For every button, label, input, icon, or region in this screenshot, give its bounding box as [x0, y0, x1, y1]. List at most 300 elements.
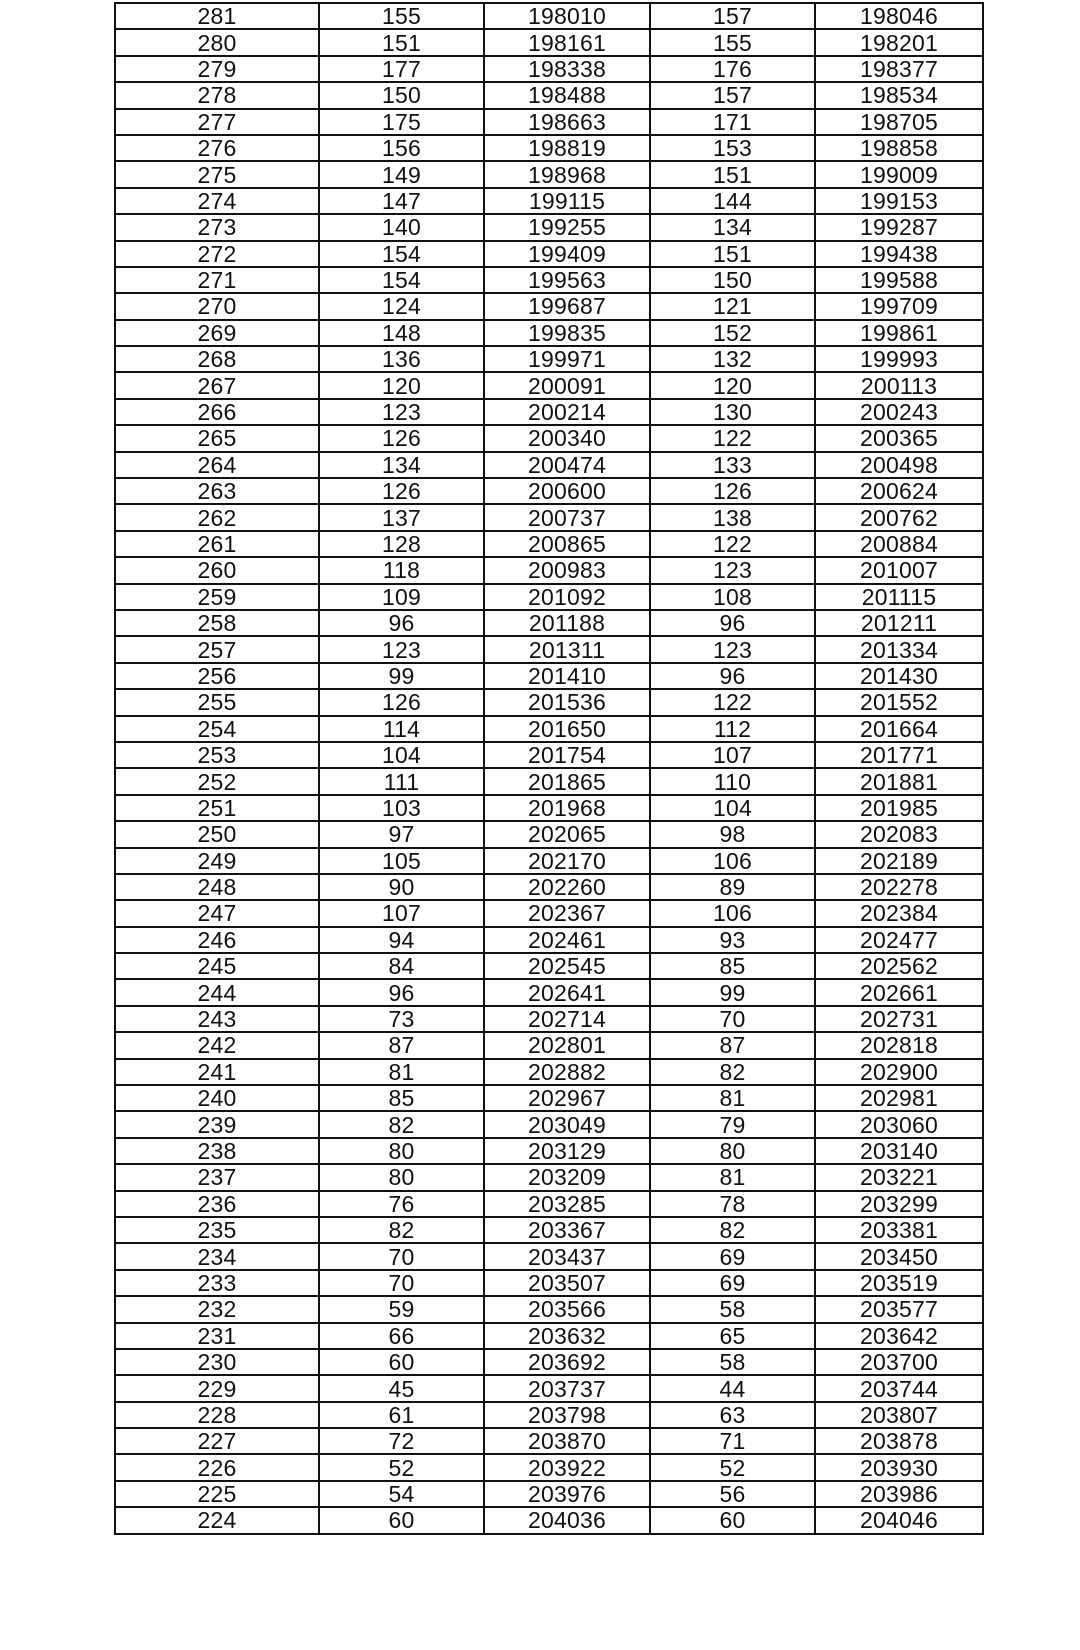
cumulative-a-cell: 201410 — [484, 663, 650, 689]
cumulative-a-cell: 200600 — [484, 478, 650, 504]
table-row — [115, 320, 983, 346]
count-b-cell: 151 — [650, 161, 815, 187]
table-row — [115, 1032, 983, 1058]
count-a-cell: 66 — [319, 1323, 484, 1349]
cumulative-b-cell: 203986 — [815, 1481, 983, 1507]
count-b-cell: 80 — [650, 1138, 815, 1164]
table-row — [115, 1270, 983, 1296]
cumulative-a-cell: 199687 — [484, 293, 650, 319]
count-b-cell: 126 — [650, 478, 815, 504]
score-cell: 251 — [115, 795, 319, 821]
table-row — [115, 346, 983, 372]
count-a-cell: 96 — [319, 979, 484, 1005]
cumulative-b-cell: 201211 — [815, 610, 983, 636]
cumulative-b-cell: 202661 — [815, 979, 983, 1005]
cumulative-a-cell: 200737 — [484, 504, 650, 530]
cumulative-a-cell: 202367 — [484, 900, 650, 926]
cumulative-a-cell: 200474 — [484, 452, 650, 478]
cumulative-b-cell: 199861 — [815, 320, 983, 346]
cumulative-b-cell: 201115 — [815, 584, 983, 610]
count-a-cell: 120 — [319, 372, 484, 398]
score-cell: 239 — [115, 1111, 319, 1137]
table-row — [115, 1507, 983, 1533]
table-row — [115, 1296, 983, 1322]
score-cell: 265 — [115, 425, 319, 451]
count-b-cell: 130 — [650, 399, 815, 425]
count-a-cell: 151 — [319, 29, 484, 55]
score-cell: 250 — [115, 821, 319, 847]
count-a-cell: 72 — [319, 1428, 484, 1454]
count-b-cell: 132 — [650, 346, 815, 372]
count-a-cell: 154 — [319, 241, 484, 267]
score-cell: 262 — [115, 504, 319, 530]
cumulative-a-cell: 199255 — [484, 214, 650, 240]
table-row — [115, 953, 983, 979]
count-a-cell: 85 — [319, 1085, 484, 1111]
table-row — [115, 452, 983, 478]
cumulative-a-cell: 203049 — [484, 1111, 650, 1137]
table-row — [115, 1191, 983, 1217]
cumulative-b-cell: 203807 — [815, 1402, 983, 1428]
cumulative-b-cell: 198201 — [815, 29, 983, 55]
count-a-cell: 60 — [319, 1507, 484, 1533]
cumulative-b-cell: 200113 — [815, 372, 983, 398]
table-row — [115, 372, 983, 398]
score-cell: 231 — [115, 1323, 319, 1349]
count-a-cell: 104 — [319, 742, 484, 768]
count-a-cell: 107 — [319, 900, 484, 926]
cumulative-a-cell: 203870 — [484, 1428, 650, 1454]
score-cell: 275 — [115, 161, 319, 187]
table-row — [115, 161, 983, 187]
score-cell: 230 — [115, 1349, 319, 1375]
cumulative-a-cell: 198968 — [484, 161, 650, 187]
cumulative-b-cell: 203299 — [815, 1191, 983, 1217]
table-row — [115, 1481, 983, 1507]
count-a-cell: 81 — [319, 1059, 484, 1085]
count-b-cell: 123 — [650, 557, 815, 583]
score-cell: 232 — [115, 1296, 319, 1322]
count-b-cell: 82 — [650, 1217, 815, 1243]
table-row — [115, 241, 983, 267]
score-cell: 240 — [115, 1085, 319, 1111]
score-cell: 237 — [115, 1164, 319, 1190]
cumulative-a-cell: 203209 — [484, 1164, 650, 1190]
cumulative-a-cell: 202065 — [484, 821, 650, 847]
count-a-cell: 126 — [319, 689, 484, 715]
count-a-cell: 54 — [319, 1481, 484, 1507]
count-b-cell: 81 — [650, 1164, 815, 1190]
cumulative-a-cell: 200865 — [484, 531, 650, 557]
cumulative-a-cell: 200091 — [484, 372, 650, 398]
count-a-cell: 137 — [319, 504, 484, 530]
count-a-cell: 140 — [319, 214, 484, 240]
count-b-cell: 151 — [650, 241, 815, 267]
score-cell: 260 — [115, 557, 319, 583]
table-row — [115, 927, 983, 953]
cumulative-b-cell: 202562 — [815, 953, 983, 979]
count-a-cell: 60 — [319, 1349, 484, 1375]
table-row — [115, 1349, 983, 1375]
count-a-cell: 70 — [319, 1270, 484, 1296]
count-a-cell: 80 — [319, 1138, 484, 1164]
count-b-cell: 87 — [650, 1032, 815, 1058]
cumulative-b-cell: 203878 — [815, 1428, 983, 1454]
score-cell: 245 — [115, 953, 319, 979]
cumulative-b-cell: 200498 — [815, 452, 983, 478]
count-a-cell: 82 — [319, 1217, 484, 1243]
table-row — [115, 188, 983, 214]
score-cell: 243 — [115, 1006, 319, 1032]
table-row — [115, 821, 983, 847]
count-b-cell: 79 — [650, 1111, 815, 1137]
table-row — [115, 636, 983, 662]
count-b-cell: 144 — [650, 188, 815, 214]
table-row — [115, 584, 983, 610]
table-row — [115, 214, 983, 240]
count-b-cell: 85 — [650, 953, 815, 979]
count-b-cell: 106 — [650, 848, 815, 874]
score-cell: 238 — [115, 1138, 319, 1164]
cumulative-b-cell: 203060 — [815, 1111, 983, 1137]
cumulative-b-cell: 201430 — [815, 663, 983, 689]
count-b-cell: 96 — [650, 663, 815, 689]
score-cell: 261 — [115, 531, 319, 557]
count-a-cell: 96 — [319, 610, 484, 636]
count-a-cell: 155 — [319, 3, 484, 29]
score-cell: 281 — [115, 3, 319, 29]
count-b-cell: 176 — [650, 56, 815, 82]
count-b-cell: 82 — [650, 1059, 815, 1085]
table-row — [115, 979, 983, 1005]
score-cell: 225 — [115, 1481, 319, 1507]
score-cell: 228 — [115, 1402, 319, 1428]
count-a-cell: 97 — [319, 821, 484, 847]
cumulative-b-cell: 199153 — [815, 188, 983, 214]
cumulative-a-cell: 201536 — [484, 689, 650, 715]
table-row — [115, 557, 983, 583]
score-cell: 233 — [115, 1270, 319, 1296]
score-cell: 273 — [115, 214, 319, 240]
count-b-cell: 112 — [650, 716, 815, 742]
count-a-cell: 105 — [319, 848, 484, 874]
table-row — [115, 874, 983, 900]
count-a-cell: 124 — [319, 293, 484, 319]
count-a-cell: 45 — [319, 1375, 484, 1401]
count-b-cell: 157 — [650, 82, 815, 108]
table-row — [115, 716, 983, 742]
count-a-cell: 123 — [319, 636, 484, 662]
count-a-cell: 76 — [319, 1191, 484, 1217]
score-cell: 236 — [115, 1191, 319, 1217]
score-cell: 264 — [115, 452, 319, 478]
count-b-cell: 63 — [650, 1402, 815, 1428]
table-row — [115, 1138, 983, 1164]
count-a-cell: 82 — [319, 1111, 484, 1137]
cumulative-b-cell: 198377 — [815, 56, 983, 82]
score-cell: 257 — [115, 636, 319, 662]
cumulative-a-cell: 203367 — [484, 1217, 650, 1243]
table-body — [115, 3, 983, 1534]
cumulative-b-cell: 200762 — [815, 504, 983, 530]
table-row — [115, 1164, 983, 1190]
count-a-cell: 70 — [319, 1243, 484, 1269]
score-cell: 256 — [115, 663, 319, 689]
table-row — [115, 1006, 983, 1032]
cumulative-b-cell: 199009 — [815, 161, 983, 187]
cumulative-a-cell: 198488 — [484, 82, 650, 108]
count-a-cell: 154 — [319, 267, 484, 293]
table-row — [115, 1059, 983, 1085]
count-a-cell: 61 — [319, 1402, 484, 1428]
cumulative-b-cell: 198046 — [815, 3, 983, 29]
score-cell: 272 — [115, 241, 319, 267]
cumulative-b-cell: 202083 — [815, 821, 983, 847]
cumulative-a-cell: 199835 — [484, 320, 650, 346]
count-a-cell: 123 — [319, 399, 484, 425]
count-b-cell: 52 — [650, 1454, 815, 1480]
cumulative-b-cell: 201771 — [815, 742, 983, 768]
table-row — [115, 109, 983, 135]
count-b-cell: 107 — [650, 742, 815, 768]
table-row — [115, 531, 983, 557]
cumulative-b-cell: 201985 — [815, 795, 983, 821]
cumulative-b-cell: 202731 — [815, 1006, 983, 1032]
table-row — [115, 795, 983, 821]
count-a-cell: 128 — [319, 531, 484, 557]
count-b-cell: 152 — [650, 320, 815, 346]
score-cell: 279 — [115, 56, 319, 82]
score-cell: 266 — [115, 399, 319, 425]
score-cell: 247 — [115, 900, 319, 926]
count-b-cell: 89 — [650, 874, 815, 900]
score-cell: 241 — [115, 1059, 319, 1085]
cumulative-a-cell: 204036 — [484, 1507, 650, 1533]
score-cell: 280 — [115, 29, 319, 55]
cumulative-a-cell: 200214 — [484, 399, 650, 425]
count-a-cell: 156 — [319, 135, 484, 161]
cumulative-a-cell: 198010 — [484, 3, 650, 29]
count-a-cell: 99 — [319, 663, 484, 689]
count-a-cell: 80 — [319, 1164, 484, 1190]
count-b-cell: 133 — [650, 452, 815, 478]
cumulative-b-cell: 203642 — [815, 1323, 983, 1349]
cumulative-b-cell: 199993 — [815, 346, 983, 372]
table-row — [115, 1111, 983, 1137]
cumulative-b-cell: 202981 — [815, 1085, 983, 1111]
score-cell: 269 — [115, 320, 319, 346]
count-b-cell: 120 — [650, 372, 815, 398]
count-b-cell: 122 — [650, 425, 815, 451]
cumulative-a-cell: 202461 — [484, 927, 650, 953]
cumulative-a-cell: 201968 — [484, 795, 650, 821]
table-row — [115, 1375, 983, 1401]
cumulative-a-cell: 203507 — [484, 1270, 650, 1296]
cumulative-a-cell: 199409 — [484, 241, 650, 267]
score-cell: 278 — [115, 82, 319, 108]
count-b-cell: 44 — [650, 1375, 815, 1401]
table-row — [115, 610, 983, 636]
count-b-cell: 78 — [650, 1191, 815, 1217]
count-b-cell: 122 — [650, 531, 815, 557]
table-row — [115, 1323, 983, 1349]
table-row — [115, 1243, 983, 1269]
cumulative-b-cell: 202384 — [815, 900, 983, 926]
table-row — [115, 1454, 983, 1480]
count-b-cell: 157 — [650, 3, 815, 29]
cumulative-a-cell: 202170 — [484, 848, 650, 874]
score-cell: 227 — [115, 1428, 319, 1454]
cumulative-a-cell: 201865 — [484, 768, 650, 794]
cumulative-a-cell: 200983 — [484, 557, 650, 583]
table-row — [115, 478, 983, 504]
count-a-cell: 150 — [319, 82, 484, 108]
count-a-cell: 111 — [319, 768, 484, 794]
count-b-cell: 69 — [650, 1243, 815, 1269]
cumulative-b-cell: 200884 — [815, 531, 983, 557]
cumulative-a-cell: 202967 — [484, 1085, 650, 1111]
score-cell: 253 — [115, 742, 319, 768]
table-row — [115, 135, 983, 161]
cumulative-b-cell: 203221 — [815, 1164, 983, 1190]
score-cell: 276 — [115, 135, 319, 161]
cumulative-b-cell: 198534 — [815, 82, 983, 108]
cumulative-a-cell: 203737 — [484, 1375, 650, 1401]
cumulative-b-cell: 203930 — [815, 1454, 983, 1480]
count-b-cell: 58 — [650, 1349, 815, 1375]
score-cell: 242 — [115, 1032, 319, 1058]
cumulative-b-cell: 203700 — [815, 1349, 983, 1375]
count-b-cell: 81 — [650, 1085, 815, 1111]
table-row — [115, 504, 983, 530]
cumulative-b-cell: 201552 — [815, 689, 983, 715]
table-row — [115, 768, 983, 794]
cumulative-b-cell: 202189 — [815, 848, 983, 874]
table-row — [115, 29, 983, 55]
count-a-cell: 177 — [319, 56, 484, 82]
count-b-cell: 108 — [650, 584, 815, 610]
count-b-cell: 70 — [650, 1006, 815, 1032]
count-a-cell: 94 — [319, 927, 484, 953]
count-a-cell: 73 — [319, 1006, 484, 1032]
table-row — [115, 3, 983, 29]
cumulative-a-cell: 202545 — [484, 953, 650, 979]
cumulative-a-cell: 202714 — [484, 1006, 650, 1032]
cumulative-a-cell: 202260 — [484, 874, 650, 900]
count-a-cell: 126 — [319, 478, 484, 504]
cumulative-a-cell: 198663 — [484, 109, 650, 135]
cumulative-a-cell: 203922 — [484, 1454, 650, 1480]
score-cell: 235 — [115, 1217, 319, 1243]
cumulative-b-cell: 199588 — [815, 267, 983, 293]
count-b-cell: 106 — [650, 900, 815, 926]
cumulative-b-cell: 200624 — [815, 478, 983, 504]
cumulative-a-cell: 202882 — [484, 1059, 650, 1085]
score-cell: 229 — [115, 1375, 319, 1401]
count-a-cell: 126 — [319, 425, 484, 451]
cumulative-a-cell: 199563 — [484, 267, 650, 293]
score-cell: 271 — [115, 267, 319, 293]
count-a-cell: 118 — [319, 557, 484, 583]
score-distribution-table — [114, 2, 984, 1535]
count-a-cell: 147 — [319, 188, 484, 214]
cumulative-a-cell: 201188 — [484, 610, 650, 636]
count-a-cell: 148 — [319, 320, 484, 346]
cumulative-b-cell: 202278 — [815, 874, 983, 900]
cumulative-a-cell: 199115 — [484, 188, 650, 214]
score-cell: 252 — [115, 768, 319, 794]
count-b-cell: 58 — [650, 1296, 815, 1322]
score-cell: 263 — [115, 478, 319, 504]
table-row — [115, 900, 983, 926]
count-a-cell: 134 — [319, 452, 484, 478]
count-b-cell: 69 — [650, 1270, 815, 1296]
count-b-cell: 155 — [650, 29, 815, 55]
score-cell: 248 — [115, 874, 319, 900]
table-row — [115, 689, 983, 715]
table-row — [115, 1402, 983, 1428]
score-cell: 255 — [115, 689, 319, 715]
cumulative-a-cell: 201754 — [484, 742, 650, 768]
score-cell: 274 — [115, 188, 319, 214]
cumulative-b-cell: 203744 — [815, 1375, 983, 1401]
cumulative-a-cell: 200340 — [484, 425, 650, 451]
cumulative-a-cell: 203129 — [484, 1138, 650, 1164]
table-row — [115, 82, 983, 108]
cumulative-a-cell: 201650 — [484, 716, 650, 742]
count-a-cell: 103 — [319, 795, 484, 821]
cumulative-b-cell: 202477 — [815, 927, 983, 953]
count-a-cell: 136 — [319, 346, 484, 372]
cumulative-a-cell: 203692 — [484, 1349, 650, 1375]
cumulative-b-cell: 203381 — [815, 1217, 983, 1243]
score-table-container — [114, 2, 982, 1535]
cumulative-a-cell: 203437 — [484, 1243, 650, 1269]
count-b-cell: 71 — [650, 1428, 815, 1454]
count-b-cell: 153 — [650, 135, 815, 161]
cumulative-b-cell: 202818 — [815, 1032, 983, 1058]
score-cell: 244 — [115, 979, 319, 1005]
count-b-cell: 60 — [650, 1507, 815, 1533]
score-cell: 246 — [115, 927, 319, 953]
cumulative-b-cell: 198705 — [815, 109, 983, 135]
table-row — [115, 742, 983, 768]
cumulative-b-cell: 198858 — [815, 135, 983, 161]
cumulative-b-cell: 203519 — [815, 1270, 983, 1296]
cumulative-b-cell: 200365 — [815, 425, 983, 451]
count-b-cell: 93 — [650, 927, 815, 953]
cumulative-a-cell: 198819 — [484, 135, 650, 161]
score-cell: 234 — [115, 1243, 319, 1269]
count-b-cell: 138 — [650, 504, 815, 530]
table-row — [115, 399, 983, 425]
cumulative-a-cell: 199971 — [484, 346, 650, 372]
score-cell: 268 — [115, 346, 319, 372]
count-a-cell: 109 — [319, 584, 484, 610]
count-a-cell: 114 — [319, 716, 484, 742]
cumulative-b-cell: 199709 — [815, 293, 983, 319]
cumulative-a-cell: 202801 — [484, 1032, 650, 1058]
cumulative-b-cell: 203577 — [815, 1296, 983, 1322]
cumulative-b-cell: 201334 — [815, 636, 983, 662]
count-a-cell: 87 — [319, 1032, 484, 1058]
cumulative-b-cell: 203140 — [815, 1138, 983, 1164]
count-b-cell: 65 — [650, 1323, 815, 1349]
count-b-cell: 121 — [650, 293, 815, 319]
table-row — [115, 1428, 983, 1454]
count-a-cell: 84 — [319, 953, 484, 979]
cumulative-b-cell: 202900 — [815, 1059, 983, 1085]
